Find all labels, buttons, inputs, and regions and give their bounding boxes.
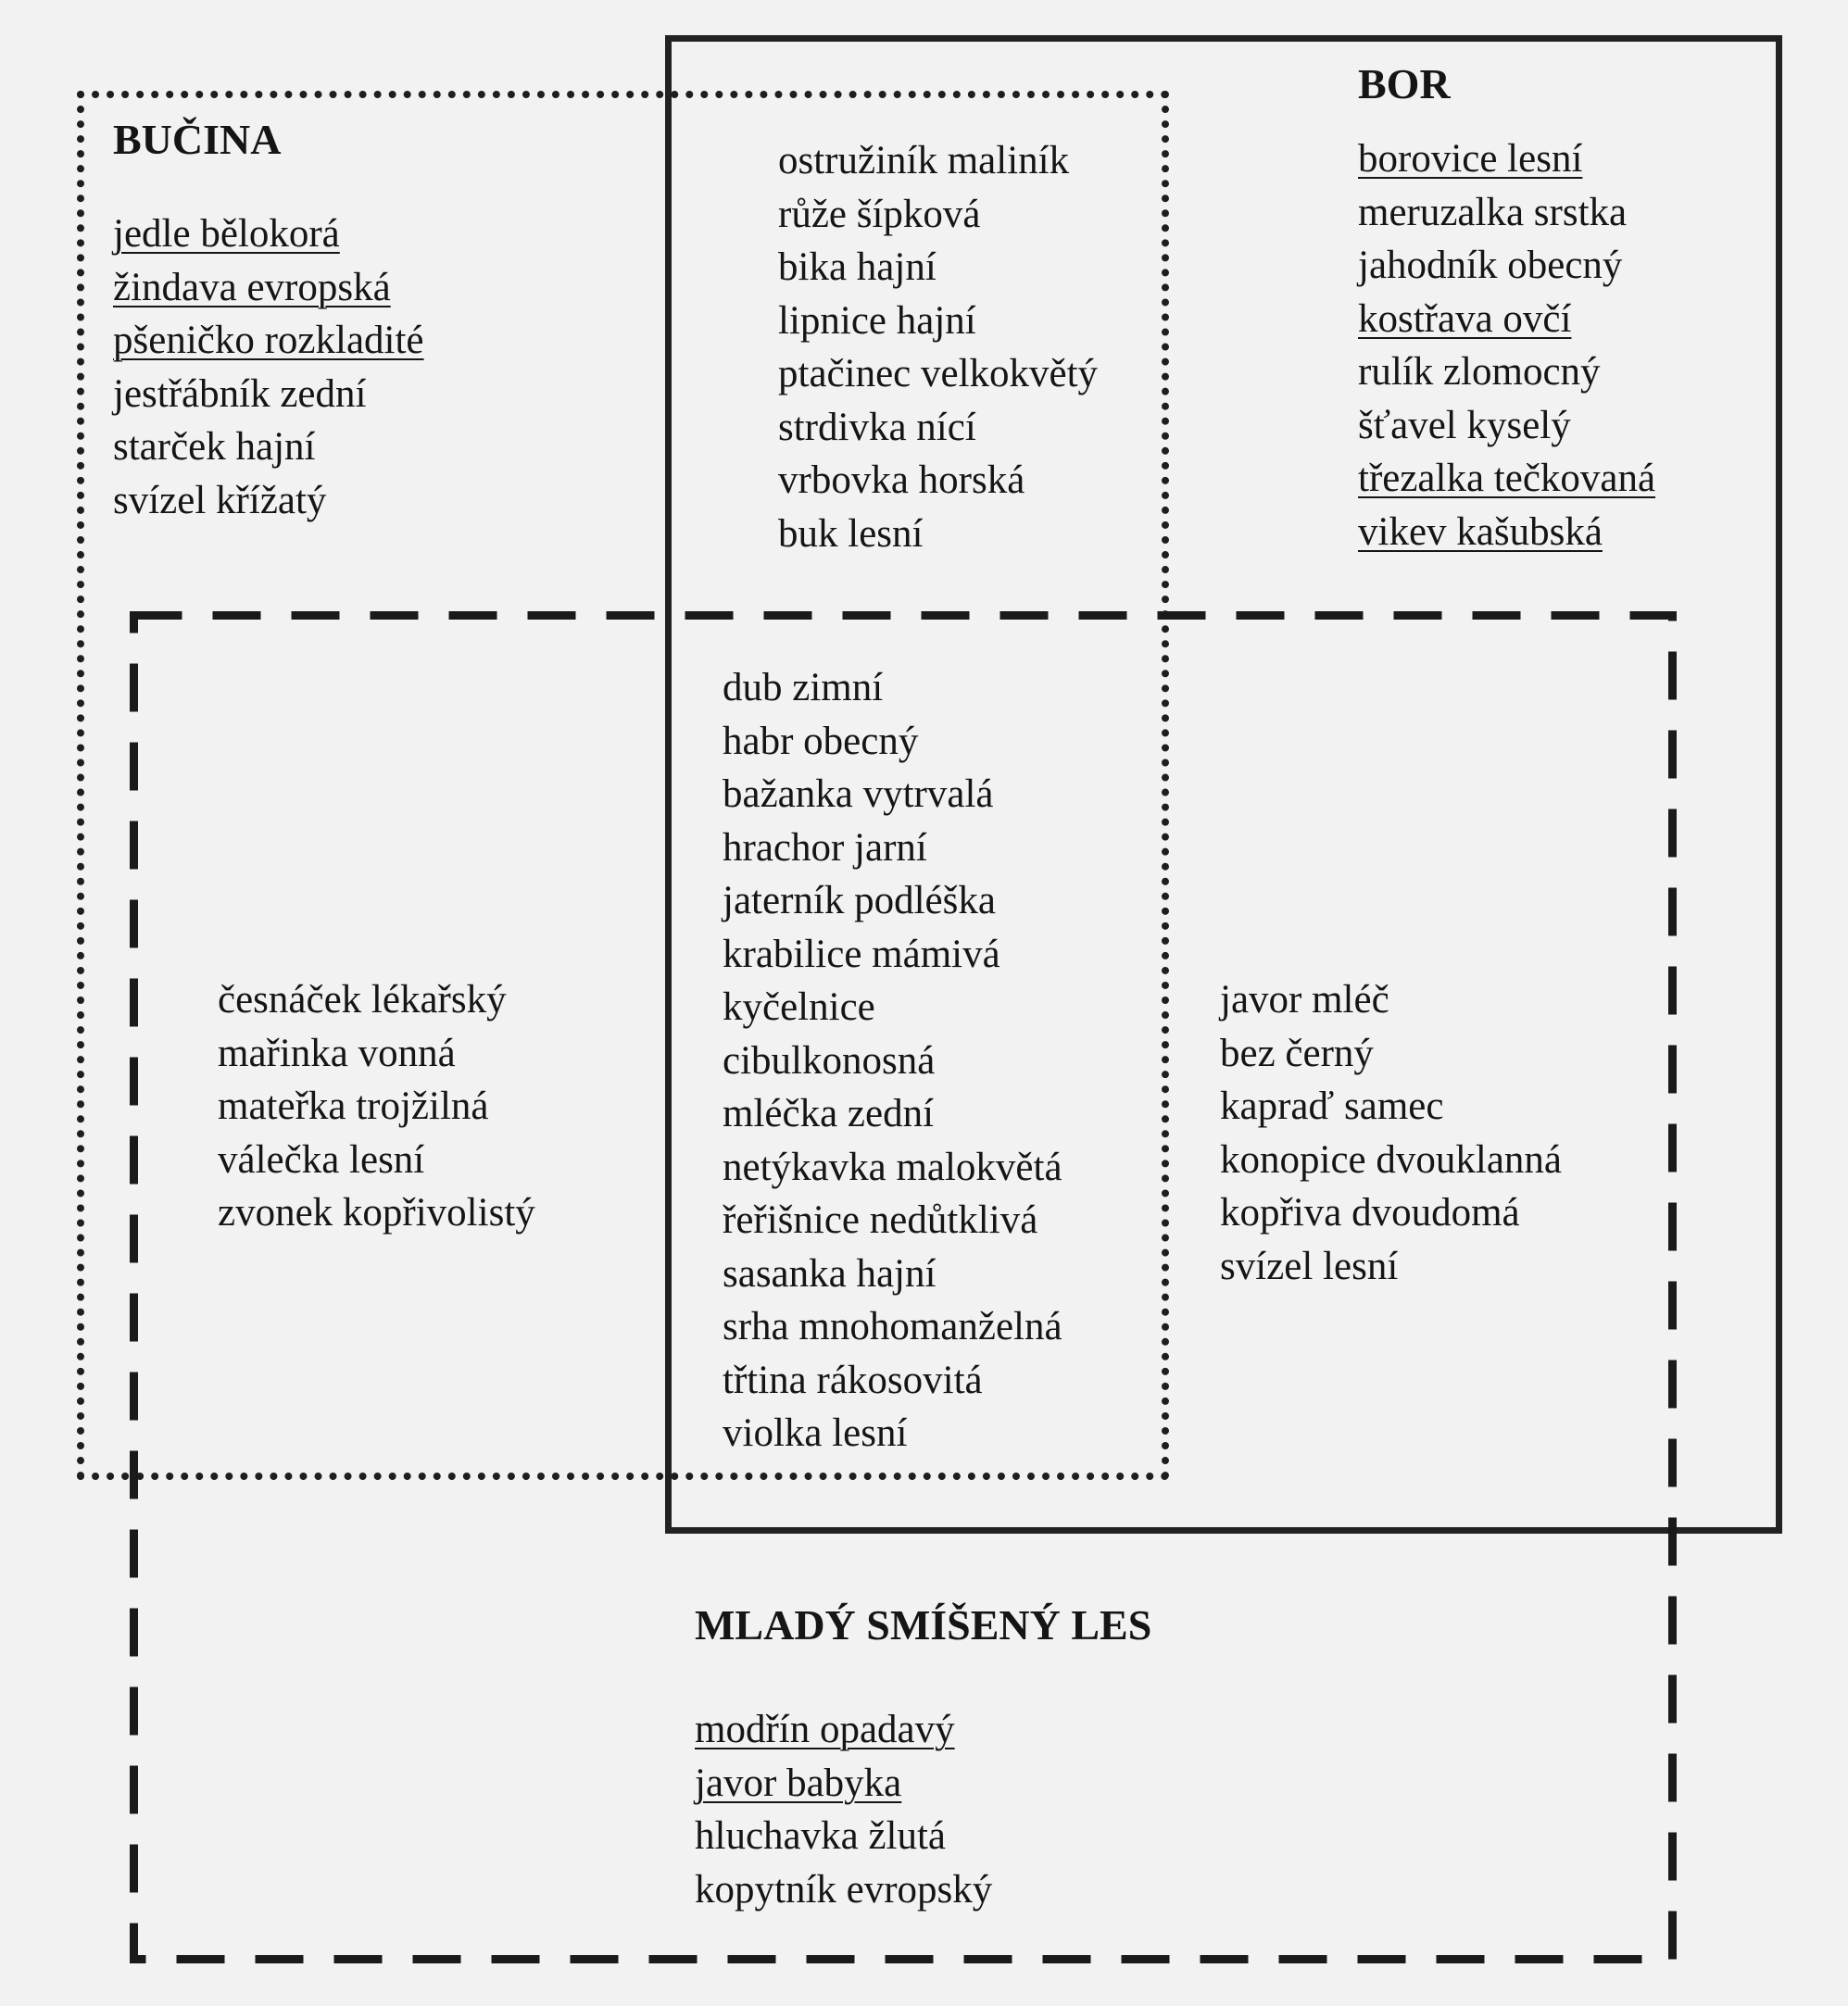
- species-item: ostružiník maliník: [778, 139, 1070, 182]
- species-item: šťavel kyselý: [1358, 403, 1571, 447]
- species-item: borovice lesní: [1358, 137, 1583, 181]
- species-item: konopice dvouklanná: [1220, 1137, 1562, 1182]
- bucina-bor-species-list: [778, 134, 1098, 560]
- bucina-bor-group: [778, 134, 1098, 560]
- species-item: jestřábník zední: [113, 371, 367, 416]
- species-item: jaterník podléška: [723, 879, 996, 922]
- bucina-mlady-species-list: [218, 973, 535, 1240]
- species-item: strdivka nící: [778, 405, 976, 449]
- species-item: dub zimní: [723, 666, 884, 709]
- species-item: bika hajní: [778, 245, 937, 289]
- species-item: svízel křížatý: [113, 478, 327, 522]
- species-item: zvonek kopřivolistý: [218, 1191, 535, 1235]
- species-item: kopytník evropský: [695, 1867, 993, 1912]
- species-item: bažanka vytrvalá: [723, 772, 994, 816]
- all-three-species-list: [723, 661, 1062, 1461]
- species-item: mařinka vonná: [218, 1031, 456, 1075]
- bucina-mlady-group: [218, 973, 535, 1240]
- species-item: sasanka hajní: [723, 1251, 937, 1296]
- species-item: vrbovka horská: [778, 458, 1025, 502]
- bor-species-list: [1358, 132, 1655, 558]
- bor-title: BOR: [1358, 60, 1451, 107]
- species-item: hluchavka žlutá: [695, 1814, 947, 1858]
- bucina-species-list: [113, 207, 424, 527]
- species-item: javor mléč: [1220, 978, 1389, 1022]
- species-item: česnáček lékařský: [218, 978, 507, 1022]
- species-item: mateřka trojžilná: [218, 1084, 489, 1128]
- species-item: růže šípková: [778, 192, 981, 236]
- species-item: válečka lesní: [218, 1137, 425, 1182]
- species-item: netýkavka malokvětá: [723, 1145, 1062, 1189]
- bor-mlady-group: [1220, 973, 1562, 1293]
- all-three-group: [723, 661, 1062, 1461]
- mlady-title: MLADÝ SMÍŠENÝ LES: [695, 1601, 1152, 1649]
- species-item: svízel lesní: [1220, 1244, 1399, 1288]
- species-item: hrachor jarní: [723, 825, 927, 870]
- species-item: rulík zlomocný: [1358, 350, 1601, 394]
- species-item: javor babyka: [695, 1761, 902, 1805]
- species-item: violka lesní: [723, 1411, 908, 1455]
- species-item: kapraď samec: [1220, 1084, 1444, 1128]
- species-item: jedle bělokorá: [113, 212, 340, 256]
- species-item: pšeničko rozkladité: [113, 319, 424, 362]
- species-item: srha mnohomanželná: [723, 1305, 1062, 1348]
- bucina-title: BUČINA: [113, 116, 282, 163]
- species-item: meruzalka srstka: [1358, 190, 1628, 234]
- species-item: starček hajní: [113, 425, 316, 469]
- species-item: třtina rákosovitá: [723, 1358, 983, 1402]
- species-item: jahodník obecný: [1358, 244, 1623, 287]
- species-item: mléčka zední: [723, 1092, 935, 1135]
- species-item: kyčelnice: [723, 985, 875, 1029]
- species-item: krabilice mámivá: [723, 932, 1000, 976]
- species-item: bez černý: [1220, 1031, 1374, 1075]
- species-item: modřín opadavý: [695, 1708, 955, 1751]
- species-item: cibulkonosná: [723, 1038, 936, 1083]
- species-item: buk lesní: [778, 511, 924, 556]
- species-item: lipnice hajní: [778, 298, 976, 343]
- species-item: kostřava ovčí: [1358, 296, 1572, 341]
- bucina-only-group: [113, 113, 424, 527]
- mlady-species-list: [695, 1703, 1151, 1916]
- species-item: vikev kašubská: [1358, 509, 1603, 554]
- mlady-only-group: [695, 1599, 1151, 1916]
- species-item: žindava evropská: [113, 265, 391, 309]
- bor-mlady-species-list: [1220, 973, 1562, 1293]
- species-item: ptačinec velkokvětý: [778, 352, 1099, 395]
- species-item: třezalka tečkovaná: [1358, 457, 1656, 500]
- bor-only-group: [1358, 57, 1655, 558]
- species-item: kopřiva dvoudomá: [1220, 1191, 1520, 1235]
- species-item: řeřišnice nedůtklivá: [723, 1198, 1038, 1242]
- species-item: habr obecný: [723, 719, 919, 763]
